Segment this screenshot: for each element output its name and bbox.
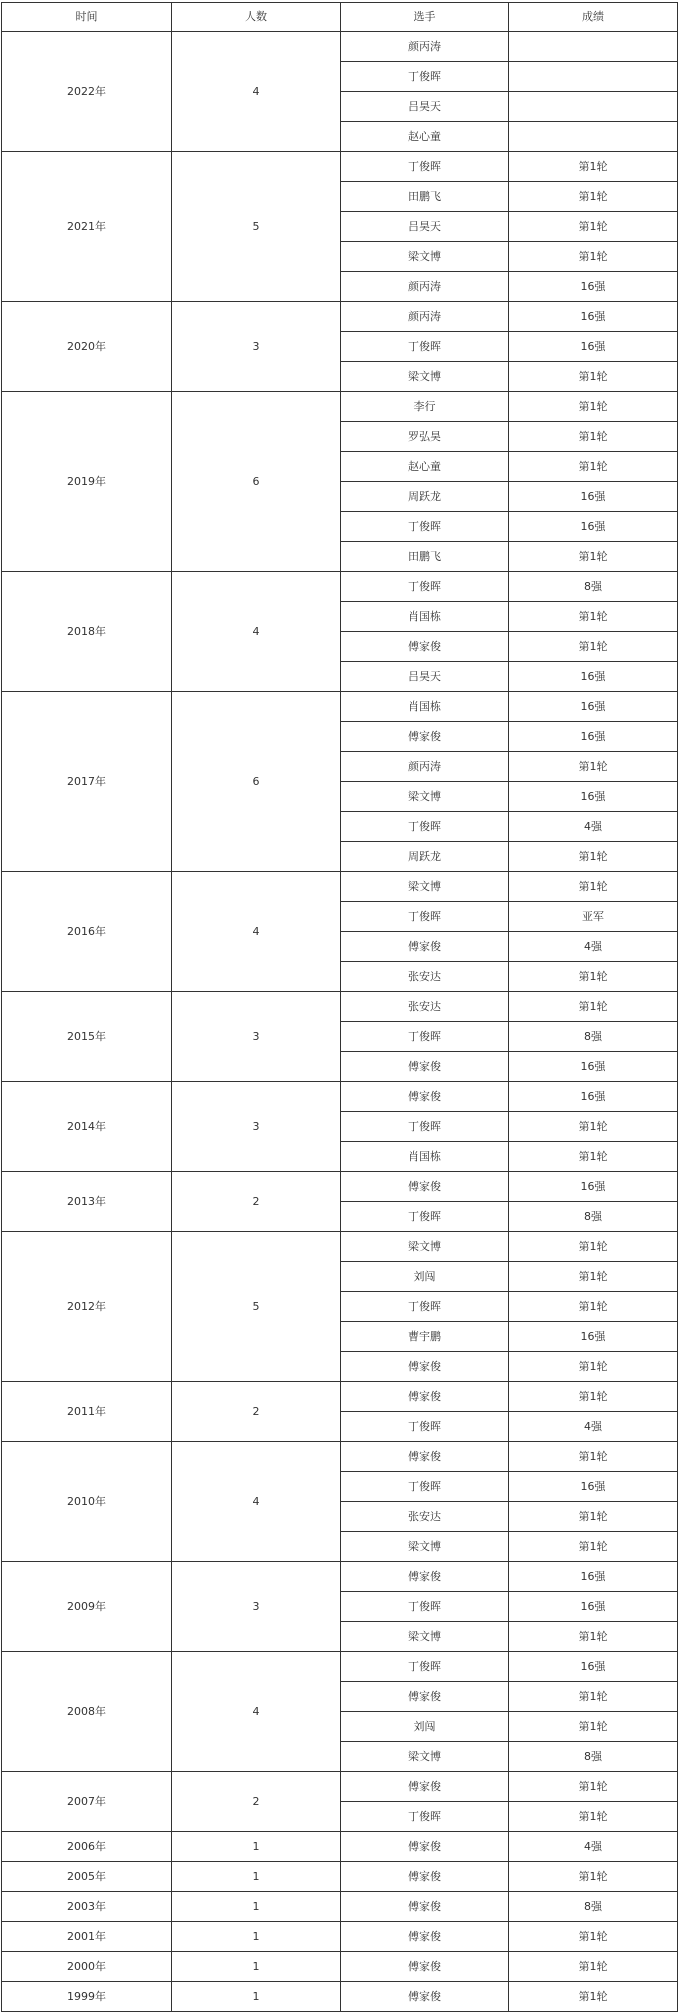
table-row — [2, 152, 678, 182]
result-cell: 亚军 — [509, 902, 678, 932]
result-cell: 16强 — [509, 662, 678, 692]
result-cell: 第1轮 — [509, 1232, 678, 1262]
player-cell: 梁文博 — [341, 242, 509, 272]
result-cell: 第1轮 — [509, 242, 678, 272]
player-cell: 傅家俊 — [341, 1952, 509, 1982]
result-cell: 第1轮 — [509, 1502, 678, 1532]
result-cell: 第1轮 — [509, 422, 678, 452]
player-cell: 丁俊晖 — [341, 1292, 509, 1322]
player-cell: 吕昊天 — [341, 212, 509, 242]
player-cell: 梁文博 — [341, 1742, 509, 1772]
count-cell: 4 — [172, 572, 341, 692]
result-cell: 16强 — [509, 482, 678, 512]
player-cell: 颜丙涛 — [341, 752, 509, 782]
player-cell: 傅家俊 — [341, 722, 509, 752]
player-cell: 傅家俊 — [341, 1922, 509, 1952]
result-cell: 第1轮 — [509, 452, 678, 482]
player-cell: 梁文博 — [341, 1532, 509, 1562]
result-cell: 第1轮 — [509, 1382, 678, 1412]
player-cell: 张安达 — [341, 1502, 509, 1532]
result-cell: 16强 — [509, 272, 678, 302]
player-cell: 田鹏飞 — [341, 542, 509, 572]
player-cell: 丁俊晖 — [341, 62, 509, 92]
count-cell: 3 — [172, 992, 341, 1082]
player-cell: 罗弘昊 — [341, 422, 509, 452]
player-cell: 梁文博 — [341, 1622, 509, 1652]
count-cell: 4 — [172, 32, 341, 152]
result-cell: 第1轮 — [509, 392, 678, 422]
player-cell: 周跃龙 — [341, 482, 509, 512]
table-row — [2, 872, 678, 902]
player-cell: 丁俊晖 — [341, 1592, 509, 1622]
result-cell: 16强 — [509, 692, 678, 722]
result-cell: 第1轮 — [509, 602, 678, 632]
year-cell: 2014年 — [2, 1082, 172, 1172]
player-cell: 丁俊晖 — [341, 512, 509, 542]
player-cell: 傅家俊 — [341, 1382, 509, 1412]
player-cell: 肖国栋 — [341, 692, 509, 722]
result-cell: 16强 — [509, 302, 678, 332]
table-row — [2, 32, 678, 62]
result-cell: 第1轮 — [509, 1682, 678, 1712]
result-cell: 8强 — [509, 1202, 678, 1232]
year-cell: 2015年 — [2, 992, 172, 1082]
year-cell: 1999年 — [2, 1982, 172, 2012]
result-cell: 16强 — [509, 722, 678, 752]
player-cell: 丁俊晖 — [341, 1412, 509, 1442]
result-cell: 16强 — [509, 782, 678, 812]
count-cell: 3 — [172, 302, 341, 392]
year-cell: 2005年 — [2, 1862, 172, 1892]
player-cell: 颜丙涛 — [341, 272, 509, 302]
result-cell: 16强 — [509, 1592, 678, 1622]
year-cell: 2001年 — [2, 1922, 172, 1952]
result-cell: 第1轮 — [509, 872, 678, 902]
table-header — [2, 3, 678, 32]
player-cell: 吕昊天 — [341, 662, 509, 692]
result-cell: 第1轮 — [509, 1292, 678, 1322]
player-cell: 丁俊晖 — [341, 812, 509, 842]
result-cell: 16强 — [509, 1472, 678, 1502]
result-cell — [509, 62, 678, 92]
player-cell: 傅家俊 — [341, 1562, 509, 1592]
table-row — [2, 1232, 678, 1262]
result-cell: 第1轮 — [509, 1952, 678, 1982]
player-cell: 傅家俊 — [341, 1352, 509, 1382]
result-cell — [509, 122, 678, 152]
count-cell: 2 — [172, 1772, 341, 1832]
header-player: 选手 — [341, 3, 509, 32]
result-cell: 16强 — [509, 1172, 678, 1202]
count-cell: 2 — [172, 1172, 341, 1232]
result-cell: 第1轮 — [509, 1142, 678, 1172]
player-cell: 傅家俊 — [341, 1052, 509, 1082]
table-row — [2, 392, 678, 422]
table-row — [2, 1562, 678, 1592]
result-cell: 第1轮 — [509, 1862, 678, 1892]
table-row — [2, 1832, 678, 1862]
count-cell: 1 — [172, 1982, 341, 2012]
table-row — [2, 1892, 678, 1922]
result-cell: 第1轮 — [509, 992, 678, 1022]
player-cell: 傅家俊 — [341, 1892, 509, 1922]
result-cell: 8强 — [509, 1742, 678, 1772]
count-cell: 2 — [172, 1382, 341, 1442]
count-cell: 4 — [172, 1442, 341, 1562]
result-cell: 第1轮 — [509, 962, 678, 992]
player-cell: 丁俊晖 — [341, 902, 509, 932]
player-cell: 周跃龙 — [341, 842, 509, 872]
table-body — [2, 32, 678, 2012]
player-cell: 田鹏飞 — [341, 182, 509, 212]
player-cell: 刘闯 — [341, 1262, 509, 1292]
year-cell: 2007年 — [2, 1772, 172, 1832]
year-cell: 2022年 — [2, 32, 172, 152]
result-cell: 16强 — [509, 512, 678, 542]
table-row — [2, 1982, 678, 2012]
year-cell: 2019年 — [2, 392, 172, 572]
year-cell: 2009年 — [2, 1562, 172, 1652]
player-cell: 张安达 — [341, 962, 509, 992]
player-cell: 曹宇鹏 — [341, 1322, 509, 1352]
year-cell: 2016年 — [2, 872, 172, 992]
table-row — [2, 1952, 678, 1982]
year-cell: 2003年 — [2, 1892, 172, 1922]
player-cell: 丁俊晖 — [341, 1112, 509, 1142]
count-cell: 6 — [172, 392, 341, 572]
player-cell: 梁文博 — [341, 782, 509, 812]
result-cell: 16强 — [509, 1562, 678, 1592]
result-cell: 第1轮 — [509, 542, 678, 572]
player-cell: 傅家俊 — [341, 1682, 509, 1712]
result-cell: 16强 — [509, 332, 678, 362]
table-row — [2, 992, 678, 1022]
year-cell: 2018年 — [2, 572, 172, 692]
count-cell: 4 — [172, 872, 341, 992]
result-cell: 8强 — [509, 572, 678, 602]
table-row — [2, 302, 678, 332]
player-cell: 丁俊晖 — [341, 1202, 509, 1232]
year-cell: 2010年 — [2, 1442, 172, 1562]
table-row — [2, 692, 678, 722]
result-cell: 第1轮 — [509, 1982, 678, 2012]
count-cell: 1 — [172, 1862, 341, 1892]
result-cell: 4强 — [509, 1412, 678, 1442]
result-cell: 第1轮 — [509, 1622, 678, 1652]
year-cell: 2020年 — [2, 302, 172, 392]
result-cell: 8强 — [509, 1022, 678, 1052]
count-cell: 5 — [172, 152, 341, 302]
count-cell: 1 — [172, 1922, 341, 1952]
year-cell: 2017年 — [2, 692, 172, 872]
player-cell: 丁俊晖 — [341, 1802, 509, 1832]
result-cell: 第1轮 — [509, 1712, 678, 1742]
year-cell: 2012年 — [2, 1232, 172, 1382]
player-cell: 傅家俊 — [341, 1982, 509, 2012]
player-cell: 傅家俊 — [341, 1862, 509, 1892]
result-cell: 4强 — [509, 812, 678, 842]
count-cell: 1 — [172, 1832, 341, 1862]
result-cell: 16强 — [509, 1052, 678, 1082]
player-cell: 丁俊晖 — [341, 152, 509, 182]
result-cell: 第1轮 — [509, 632, 678, 662]
player-cell: 颜丙涛 — [341, 302, 509, 332]
player-cell: 张安达 — [341, 992, 509, 1022]
player-cell: 丁俊晖 — [341, 1472, 509, 1502]
table-row — [2, 1652, 678, 1682]
year-cell: 2021年 — [2, 152, 172, 302]
count-cell: 1 — [172, 1892, 341, 1922]
result-cell: 第1轮 — [509, 1802, 678, 1832]
result-cell: 16强 — [509, 1652, 678, 1682]
player-cell: 肖国栋 — [341, 602, 509, 632]
player-cell: 傅家俊 — [341, 1772, 509, 1802]
result-cell: 第1轮 — [509, 1772, 678, 1802]
player-cell: 肖国栋 — [341, 1142, 509, 1172]
year-cell: 2000年 — [2, 1952, 172, 1982]
table-row — [2, 1082, 678, 1112]
count-cell: 4 — [172, 1652, 341, 1772]
result-cell: 第1轮 — [509, 182, 678, 212]
year-cell: 2008年 — [2, 1652, 172, 1772]
result-cell: 第1轮 — [509, 362, 678, 392]
count-cell: 1 — [172, 1952, 341, 1982]
player-cell: 丁俊晖 — [341, 1652, 509, 1682]
player-cell: 丁俊晖 — [341, 332, 509, 362]
player-cell: 傅家俊 — [341, 1172, 509, 1202]
result-cell: 第1轮 — [509, 1922, 678, 1952]
result-cell: 第1轮 — [509, 152, 678, 182]
player-cell: 傅家俊 — [341, 932, 509, 962]
player-cell: 李行 — [341, 392, 509, 422]
result-cell: 8强 — [509, 1892, 678, 1922]
count-cell: 3 — [172, 1562, 341, 1652]
result-cell: 第1轮 — [509, 1352, 678, 1382]
result-cell — [509, 92, 678, 122]
player-cell: 赵心童 — [341, 122, 509, 152]
player-cell: 丁俊晖 — [341, 1022, 509, 1052]
table-row — [2, 572, 678, 602]
player-cell: 傅家俊 — [341, 1442, 509, 1472]
player-cell: 梁文博 — [341, 362, 509, 392]
year-cell: 2011年 — [2, 1382, 172, 1442]
table-row — [2, 1862, 678, 1892]
count-cell: 3 — [172, 1082, 341, 1172]
count-cell: 5 — [172, 1232, 341, 1382]
result-cell: 第1轮 — [509, 1532, 678, 1562]
player-cell: 颜丙涛 — [341, 32, 509, 62]
results-table — [1, 2, 678, 2012]
table-row — [2, 1382, 678, 1412]
result-cell: 16强 — [509, 1322, 678, 1352]
table-row — [2, 1772, 678, 1802]
table-row — [2, 1922, 678, 1952]
table-row — [2, 1442, 678, 1472]
result-cell: 第1轮 — [509, 1112, 678, 1142]
year-cell: 2006年 — [2, 1832, 172, 1862]
result-cell: 4强 — [509, 1832, 678, 1862]
table-row — [2, 1172, 678, 1202]
player-cell: 刘闯 — [341, 1712, 509, 1742]
player-cell: 梁文博 — [341, 1232, 509, 1262]
header-year: 时间 — [2, 3, 172, 32]
count-cell: 6 — [172, 692, 341, 872]
header-count: 人数 — [172, 3, 341, 32]
header-row — [2, 3, 678, 32]
player-cell: 傅家俊 — [341, 1832, 509, 1862]
player-cell: 傅家俊 — [341, 1082, 509, 1112]
player-cell: 傅家俊 — [341, 632, 509, 662]
result-cell — [509, 32, 678, 62]
year-cell: 2013年 — [2, 1172, 172, 1232]
result-cell: 第1轮 — [509, 212, 678, 242]
result-cell: 第1轮 — [509, 1262, 678, 1292]
result-cell: 16强 — [509, 1082, 678, 1112]
result-cell: 4强 — [509, 932, 678, 962]
player-cell: 吕昊天 — [341, 92, 509, 122]
result-cell: 第1轮 — [509, 842, 678, 872]
player-cell: 梁文博 — [341, 872, 509, 902]
header-result: 成绩 — [509, 3, 678, 32]
result-cell: 第1轮 — [509, 752, 678, 782]
player-cell: 赵心童 — [341, 452, 509, 482]
player-cell: 丁俊晖 — [341, 572, 509, 602]
result-cell: 第1轮 — [509, 1442, 678, 1472]
